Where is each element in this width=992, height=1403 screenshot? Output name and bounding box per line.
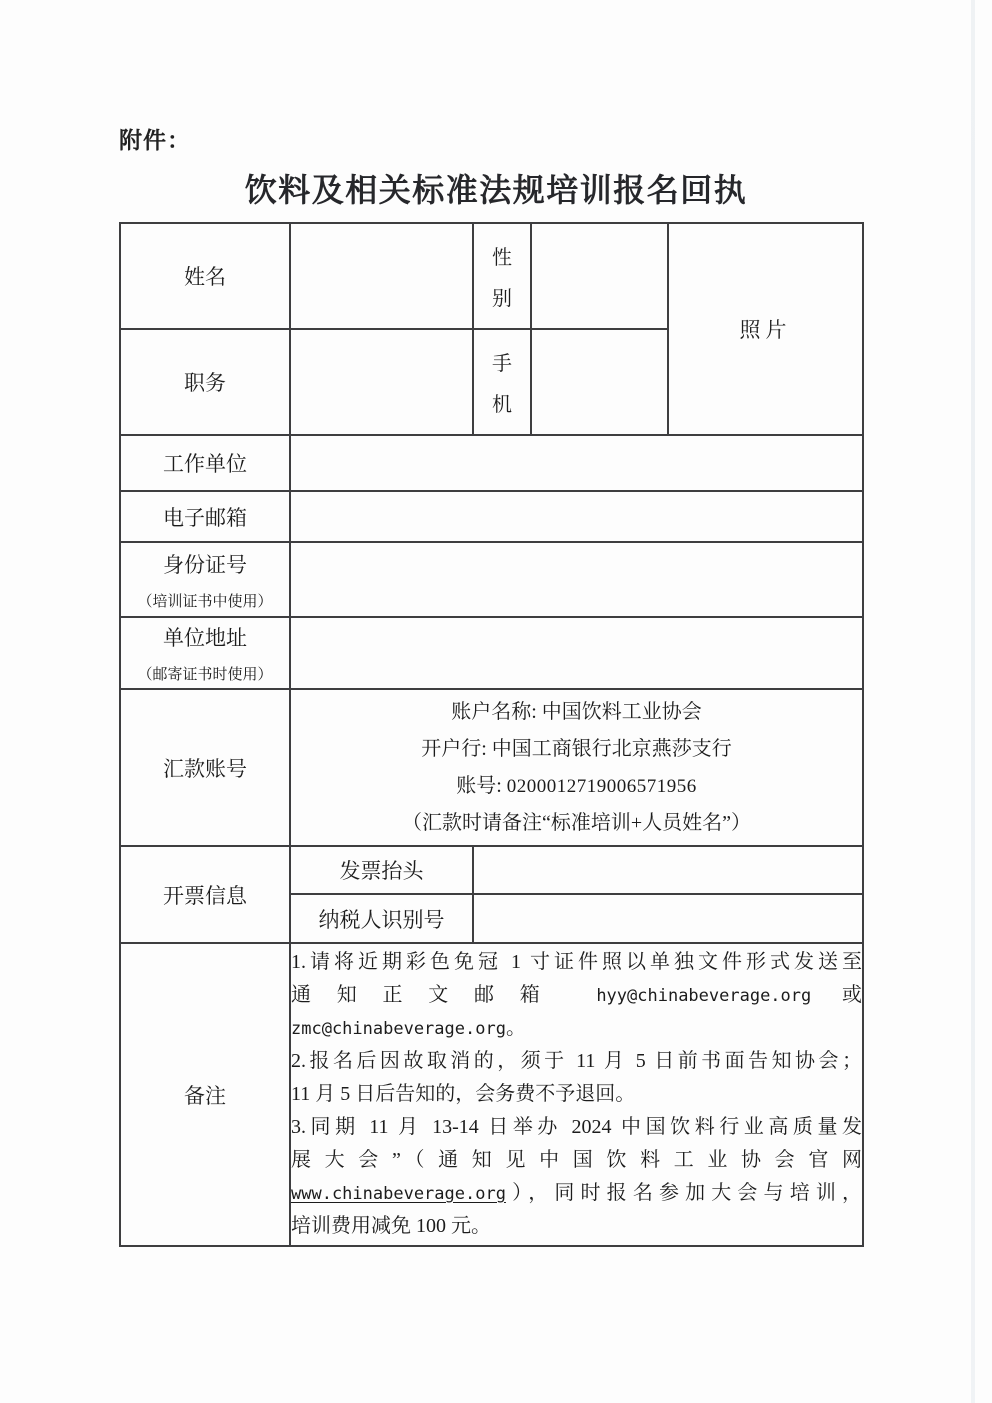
remark-line-1: 1.请将近期彩色免冠 1 寸证件照以单独文件形式发送至 <box>291 951 862 973</box>
remittance-details-cell <box>290 689 863 846</box>
work-unit-label: 工作单位 <box>120 435 290 491</box>
remark-line-7: 展大会”（通知见中国饮料工业协会官网 <box>291 1149 862 1171</box>
remark-line-4: 2.报名后因故取消的，须于 11 月 5 日前书面告知协会； <box>291 1050 862 1072</box>
remit-account-number-line <box>291 768 862 805</box>
photo-placeholder-cell[interactable]: 照片 <box>668 223 863 435</box>
table-row <box>120 435 863 491</box>
remit-bank: 开户行: 中国工商银行北京燕莎支行 <box>421 737 732 760</box>
attachment-label: 附件： <box>119 127 191 153</box>
remarks-label: 备注 <box>120 943 290 1246</box>
table-row <box>120 689 863 846</box>
mobile-label <box>474 334 530 430</box>
remit-note: （汇款时请备注“标准培训+人员姓名”） <box>401 811 752 834</box>
gender-value-cell[interactable] <box>531 223 668 329</box>
name-label: 姓名 <box>120 223 290 329</box>
mobile-char-top: 手 <box>492 352 512 375</box>
position-value-cell[interactable] <box>290 329 473 435</box>
remarks-content-cell <box>290 943 863 1246</box>
registration-form-table <box>119 222 864 1247</box>
remark-line-2 <box>291 979 862 1012</box>
email-value-cell[interactable] <box>290 491 863 542</box>
remark-line-2-text: 通知正文邮箱 <box>291 984 566 1006</box>
address-label: 单位地址 <box>163 626 247 650</box>
remit-account-number-label: 账号: <box>456 774 502 797</box>
email-address-zmc: zmc@chinabeverage.org <box>291 1019 506 1039</box>
gender-label-cell <box>473 223 531 329</box>
remark-line-8-tail: ），同时报名参加大会与培训， <box>505 1182 862 1204</box>
remark-line-3-tail: 。 <box>505 1017 526 1039</box>
table-row <box>120 846 863 894</box>
remark-line-9: 培训费用减免 100 元。 <box>291 1215 491 1237</box>
remark-line-8 <box>291 1177 862 1210</box>
remark-line-6: 3.同期 11 月 13-14 日举办 2024 中国饮料行业高质量发 <box>291 1116 862 1138</box>
table-row <box>120 542 863 617</box>
gender-label <box>474 228 530 324</box>
id-number-value-cell[interactable] <box>290 542 863 617</box>
remark-line-3 <box>291 1012 862 1045</box>
table-row <box>120 223 863 329</box>
gender-char-bottom: 别 <box>492 288 512 311</box>
mobile-value-cell[interactable] <box>531 329 668 435</box>
table-row <box>120 943 863 1246</box>
remittance-label: 汇款账号 <box>120 689 290 846</box>
remit-account-number: 0200012719006571956 <box>506 775 697 797</box>
mobile-label-cell <box>473 329 531 435</box>
id-number-label-cell <box>120 542 290 617</box>
page-title: 饮料及相关标准法规培训报名回执 <box>244 172 748 208</box>
table-row <box>120 491 863 542</box>
invoice-title-value-cell[interactable] <box>473 846 863 894</box>
invoice-info-label: 开票信息 <box>120 846 290 943</box>
remark-line-2-tail: 或 <box>842 984 863 1006</box>
mobile-char-bottom: 机 <box>492 394 512 417</box>
taxpayer-id-label: 纳税人识别号 <box>290 894 473 943</box>
email-label: 电子邮箱 <box>120 491 290 542</box>
email-address-hyy: hyy@chinabeverage.org <box>596 986 812 1006</box>
table-row <box>120 617 863 689</box>
remark-line-5: 11 月 5 日后告知的，会务费不予退回。 <box>291 1083 636 1105</box>
name-value-cell[interactable] <box>290 223 473 329</box>
position-label: 职务 <box>120 329 290 435</box>
id-number-label: 身份证号 <box>163 552 247 577</box>
website-link[interactable]: www.chinabeverage.org <box>291 1184 506 1204</box>
taxpayer-id-value-cell[interactable] <box>473 894 863 943</box>
address-note: （邮寄证书时使用） <box>137 667 273 683</box>
address-label-cell <box>120 617 290 689</box>
work-unit-value-cell[interactable] <box>290 435 863 491</box>
address-value-cell[interactable] <box>290 617 863 689</box>
id-number-note: （培训证书中使用） <box>137 593 273 610</box>
gender-char-top: 性 <box>492 246 512 269</box>
remit-account-name: 账户名称: 中国饮料工业协会 <box>451 700 702 723</box>
invoice-title-label: 发票抬头 <box>290 846 473 894</box>
